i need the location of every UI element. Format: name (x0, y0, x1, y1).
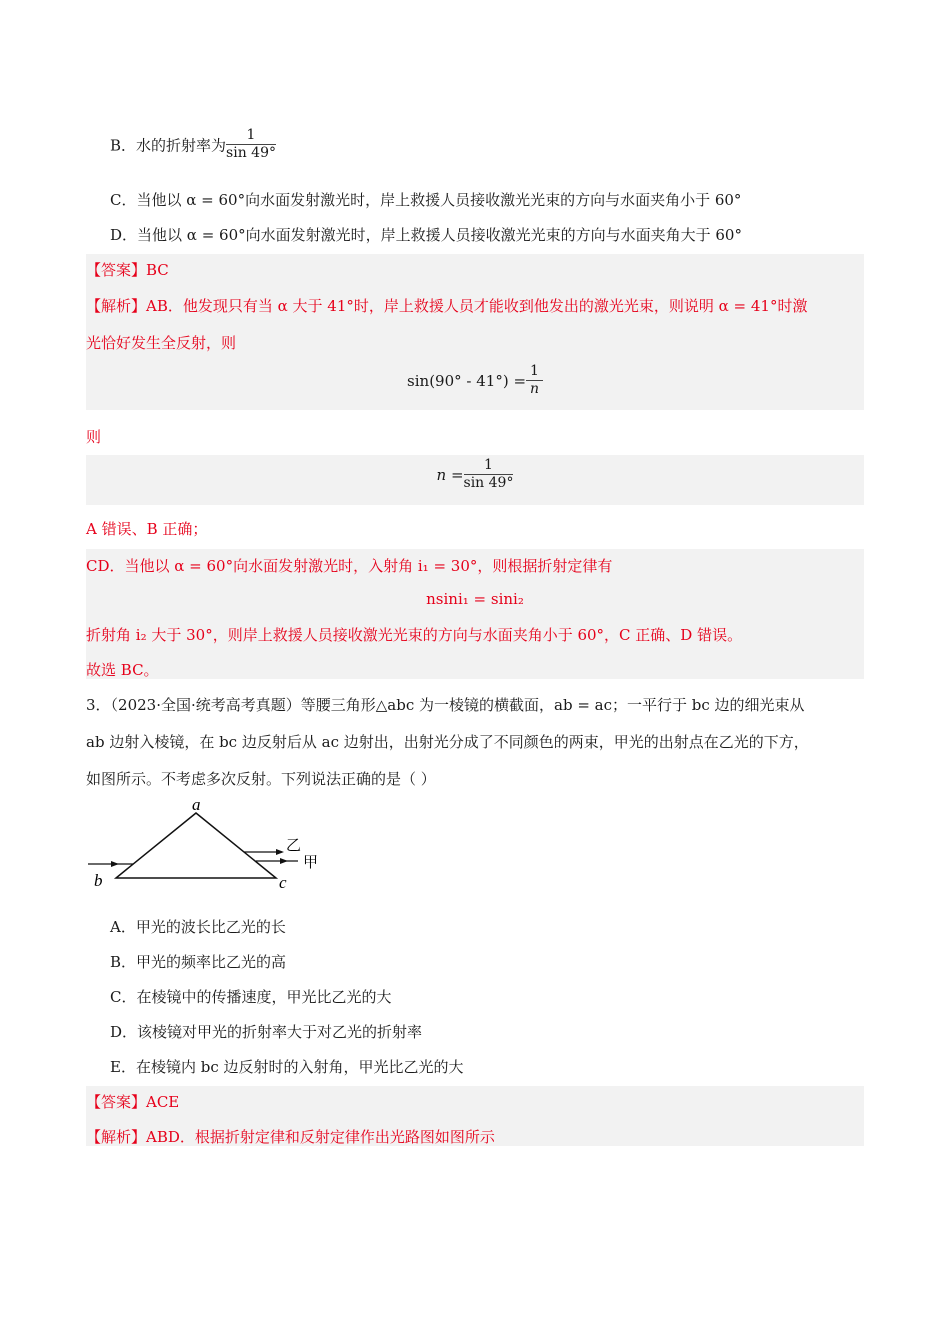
equation-2-left: n = (436, 465, 464, 484)
question-3-line-2: ab 边射入棱镜，在 bc 边反射后从 ac 边射出，出射光分成了不同颜色的两束，甲光的出射点在乙光的下方， (86, 733, 809, 751)
fraction-numerator: 1 (226, 128, 276, 145)
equation-1-left: sin(90° - 41°) = (407, 371, 527, 390)
equation-1 (86, 364, 864, 398)
vertex-label-c: c (279, 873, 287, 890)
fraction-denominator: sin 49° (463, 475, 514, 492)
equation-3: nsini₁ = sini₂ (426, 590, 524, 608)
option-b-fraction (226, 128, 276, 162)
q3-option-e: E．在棱镜内 bc 边反射时的入射角，甲光比乙光的大 (110, 1058, 464, 1076)
ab-verdict: A 错误、B 正确； (86, 520, 208, 538)
answer-label-1: 【答案】BC (86, 261, 169, 279)
analysis-cd-line-3: 故选 BC。 (86, 661, 159, 679)
prism-diagram (86, 794, 326, 890)
vertex-label-b: b (94, 871, 103, 890)
analysis-3-line-1: 【解析】ABD．根据折射定律和反射定律作出光路图如图所示 (86, 1128, 495, 1146)
ray-label-yi: 乙 (286, 836, 302, 854)
fraction-denominator: sin 49° (226, 145, 276, 162)
question-3-line-1: 3．（2023·全国·统考高考真题）等腰三角形△abc 为一棱镜的横截面，ab = ac；一平行于 bc 边的细光束从 (86, 696, 805, 714)
analysis-cd-line-1: CD．当他以 α = 60°向水面发射激光时，入射角 i₁ = 30°，则根据折射定律有 (86, 557, 613, 575)
analysis-1-line-2: 光恰好发生全反射，则 (86, 334, 237, 352)
vertex-label-a: a (192, 795, 201, 814)
ray-yi-arrow (276, 849, 284, 855)
option-b-prefix: B．水的折射率为 (110, 136, 227, 155)
fraction-numerator: 1 (464, 458, 514, 475)
equation-2 (86, 458, 864, 492)
answer-label-3: 【答案】ACE (86, 1093, 180, 1111)
option-d: D．当他以 α = 60°向水面发射激光时，岸上救援人员接收激光光束的方向与水面夹角大于 60° (110, 226, 742, 244)
prism-triangle (116, 813, 276, 878)
ray-label-jia: 甲 (303, 853, 319, 871)
equation-1-fraction (526, 364, 543, 398)
q3-option-d: D．该棱镜对甲光的折射率大于对乙光的折射率 (110, 1023, 423, 1041)
q3-option-a: A．甲光的波长比乙光的长 (110, 918, 286, 936)
analysis-cd-line-2: 折射角 i₂ 大于 30°，则岸上救援人员接收激光光束的方向与水面夹角小于 60°，C 正确、D 错误。 (86, 626, 743, 644)
incident-arrow (111, 861, 119, 867)
q3-option-b: B．甲光的频率比乙光的高 (110, 953, 287, 971)
ray-jia-arrow (280, 858, 288, 864)
q3-option-c: C．在棱镜中的传播速度，甲光比乙光的大 (110, 988, 392, 1006)
fraction-numerator: 1 (526, 364, 543, 381)
fraction-denominator: n (529, 381, 539, 398)
question-3-line-3: 如图所示。不考虑多次反射。下列说法正确的是（ ） (86, 770, 436, 788)
equation-2-fraction (464, 458, 514, 492)
option-b (110, 128, 276, 162)
then-label: 则 (86, 428, 102, 446)
analysis-1-line-1: 【解析】AB．他发现只有当 α 大于 41°时，岸上救援人员才能收到他发出的激光光束，则说明 α = 41°时激 (86, 297, 808, 315)
option-c: C．当他以 α = 60°向水面发射激光时，岸上救援人员接收激光光束的方向与水面夹角小于 60° (110, 191, 742, 209)
